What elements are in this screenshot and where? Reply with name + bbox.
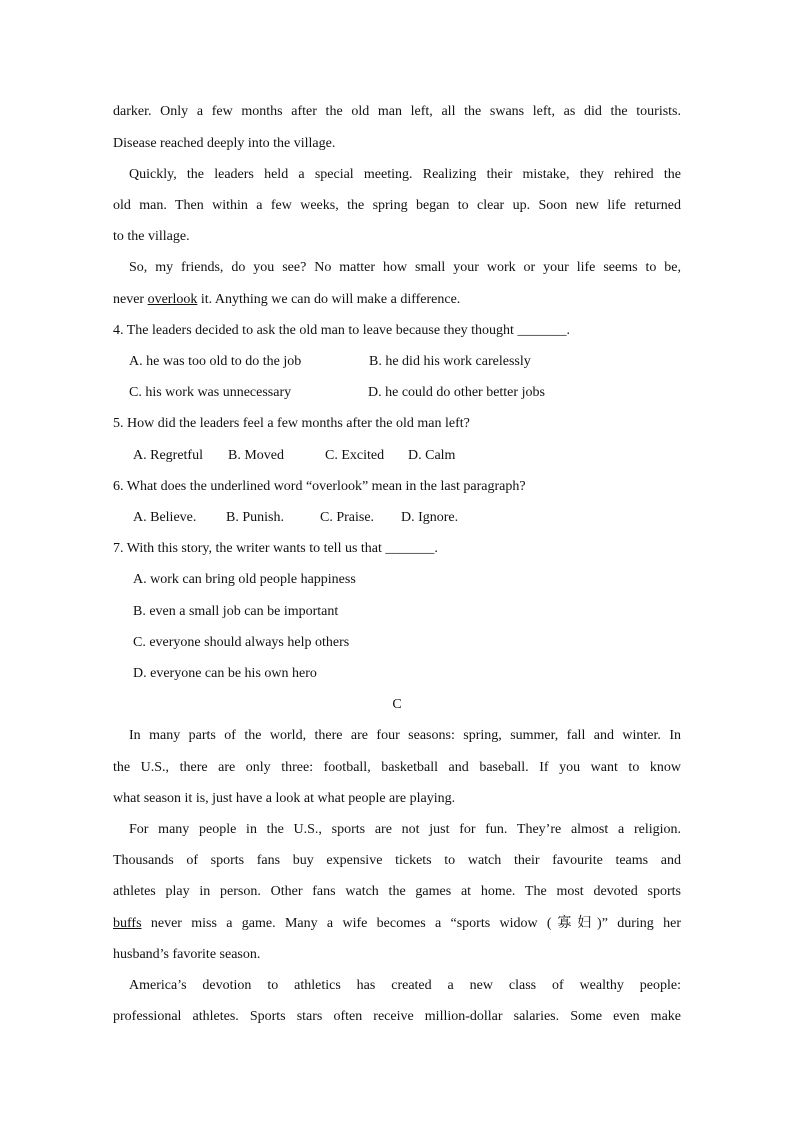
passage-c-line: the U.S., there are only three: football, basketball and baseball. If you want to know <box>113 760 681 775</box>
question-5-stem: 5. How did the leaders feel a few months after the old man left? <box>113 416 470 431</box>
question-5-option-a: A. Regretful <box>133 448 203 463</box>
line-text: it. Anything we can do will make a difference. <box>197 292 461 307</box>
passage-c-line: husband’s favorite season. <box>113 947 261 962</box>
question-6-option-a: A. Believe. <box>133 510 197 525</box>
question-7-option-a: A. work can bring old people happiness <box>133 572 356 587</box>
line-text: never miss a game. Many a wife becomes a “sports widow (寡妇)” during her <box>141 916 681 931</box>
passage-b-line: Disease reached deeply into the village. <box>113 136 336 151</box>
question-5-option-c: C. Excited <box>325 448 385 463</box>
question-5-option-d: D. Calm <box>408 448 456 463</box>
question-6-option-b: B. Punish. <box>226 510 284 525</box>
passage-c-line: Thousands of sports fans buy expensive tickets to watch their favourite teams and <box>113 853 681 868</box>
passage-b-line <box>113 290 460 310</box>
passage-c-line: America’s devotion to athletics has created a new class of wealthy people: <box>129 978 681 993</box>
question-5-option-b: B. Moved <box>228 448 284 463</box>
passage-c-line: professional athletes. Sports stars often receive million-dollar salaries. Some even make <box>113 1009 681 1024</box>
passage-b-line: So, my friends, do you see? No matter how small your work or your life seems to be, <box>129 260 681 275</box>
question-7-option-c: C. everyone should always help others <box>133 635 350 650</box>
question-7-option-d: D. everyone can be his own hero <box>133 666 317 681</box>
question-4-option-c: C. his work was unnecessary <box>129 385 292 400</box>
line-text: never <box>113 292 148 307</box>
passage-c-line: In many parts of the world, there are four seasons: spring, summer, fall and winter. In <box>129 728 681 743</box>
question-7-stem: 7. With this story, the writer wants to tell us that _______. <box>113 541 438 556</box>
question-4-stem: 4. The leaders decided to ask the old man to leave because they thought _______. <box>113 323 570 338</box>
passage-b-line: darker. Only a few months after the old man left, all the swans left, as did the tourists. <box>113 104 681 119</box>
question-4-option-d: D. he could do other better jobs <box>368 385 545 400</box>
question-6-stem: 6. What does the underlined word “overlook” mean in the last paragraph? <box>113 479 526 494</box>
underlined-word-overlook: overlook <box>147 292 198 307</box>
passage-c-heading: C <box>392 697 402 712</box>
passage-b-line: Quickly, the leaders held a special meeting. Realizing their mistake, they rehired the <box>129 167 681 182</box>
question-6-option-c: C. Praise. <box>320 510 375 525</box>
passage-c-line <box>113 914 681 934</box>
passage-c-line: what season it is, just have a look at what people are playing. <box>113 791 456 806</box>
passage-c-line: athletes play in person. Other fans watch the games at home. The most devoted sports <box>113 884 681 899</box>
passage-b-line: old man. Then within a few weeks, the spring began to clear up. Soon new life returned <box>113 198 681 213</box>
question-4-option-b: B. he did his work carelessly <box>369 354 531 369</box>
underlined-word-buffs: buffs <box>113 916 142 931</box>
passage-c-line: For many people in the U.S., sports are not just for fun. They’re almost a religion. <box>129 822 681 837</box>
passage-b-line: to the village. <box>113 229 190 244</box>
question-4-option-a: A. he was too old to do the job <box>129 354 302 369</box>
question-6-option-d: D. Ignore. <box>401 510 459 525</box>
question-7-option-b: B. even a small job can be important <box>133 604 339 619</box>
